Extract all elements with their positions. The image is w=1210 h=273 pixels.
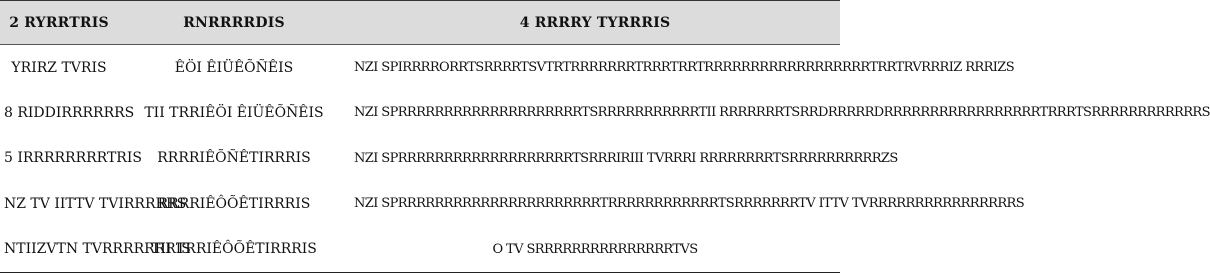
table-header [0, 1, 840, 45]
table-body [0, 45, 1210, 273]
cell-col3: NZI SPRRRRRRRRRRRRRRRRRRRTSRRRIRIII TVRRRI RRRRRRRRTSRRRRRRRRRRZS [354, 150, 898, 166]
cell-col2: ÊÖI ÊIÜÊÕÑÊIS [174, 59, 294, 76]
header-cell-2: RNRRRRDIS [118, 1, 350, 45]
cell-col3: O TV SRRRRRRRRRRRRRRRTVS [492, 241, 698, 257]
cell-col1: 8 RIDDIRRRRRRS [4, 104, 135, 121]
table-row [0, 90, 840, 136]
cell-col1: NTIIZVTN TVRRRRRRRIS [4, 241, 191, 257]
cell-col2: RRRRIÊÕÑÊTIRRRIS [157, 150, 311, 167]
cell-col2: TII TRRIÊÖI ÊIÜÊÕÑÊIS [144, 104, 324, 121]
table-row [0, 45, 840, 91]
cell-col1: YRIRZ TVRIS [11, 59, 107, 76]
table-row [0, 227, 840, 273]
cell-col3: NZI SPIRRRRORRTSRRRRTSVTRTRRRRRRRTRRRTRRTRRRRRRRRRRRRRRRRRRTRRTRVRRRIZ RRRIZS [354, 60, 1015, 75]
header-cell-3: 4 RRRRY TYRRRIS [350, 1, 840, 45]
cell-col3: NZI SPRRRRRRRRRRRRRRRRRRRRRRTRRRRRRRRRRRRTSRRRRRRRTV ITTV TVRRRRRRRRRRRRRRRRS [354, 196, 1025, 212]
header-row [0, 1, 840, 45]
cell-col3: NZI SPRRRRRRRRRRRRRRRRRRRRTSRRRRRRRRRRRTII RRRRRRRTSRRDRRRRRDRRRRRRRRRRRRRRRRRTRRRTSRRRRRRRRRRRRS [354, 105, 1210, 121]
table-row [0, 181, 840, 227]
cell-col1: NZ TV IITTV TVIRRRRRS [4, 195, 187, 212]
cell-col2: RRRRIÊÔÕÊTIRRRIS [157, 195, 311, 212]
table-row [0, 136, 840, 182]
cell-col1: 5 IRRRRRRRRTRIS [4, 150, 142, 167]
cell-col2: TII TRRIÊÔÕÊTIRRRIS [151, 241, 317, 257]
header-cell-1: 2 RYRRTRIS [0, 1, 118, 45]
